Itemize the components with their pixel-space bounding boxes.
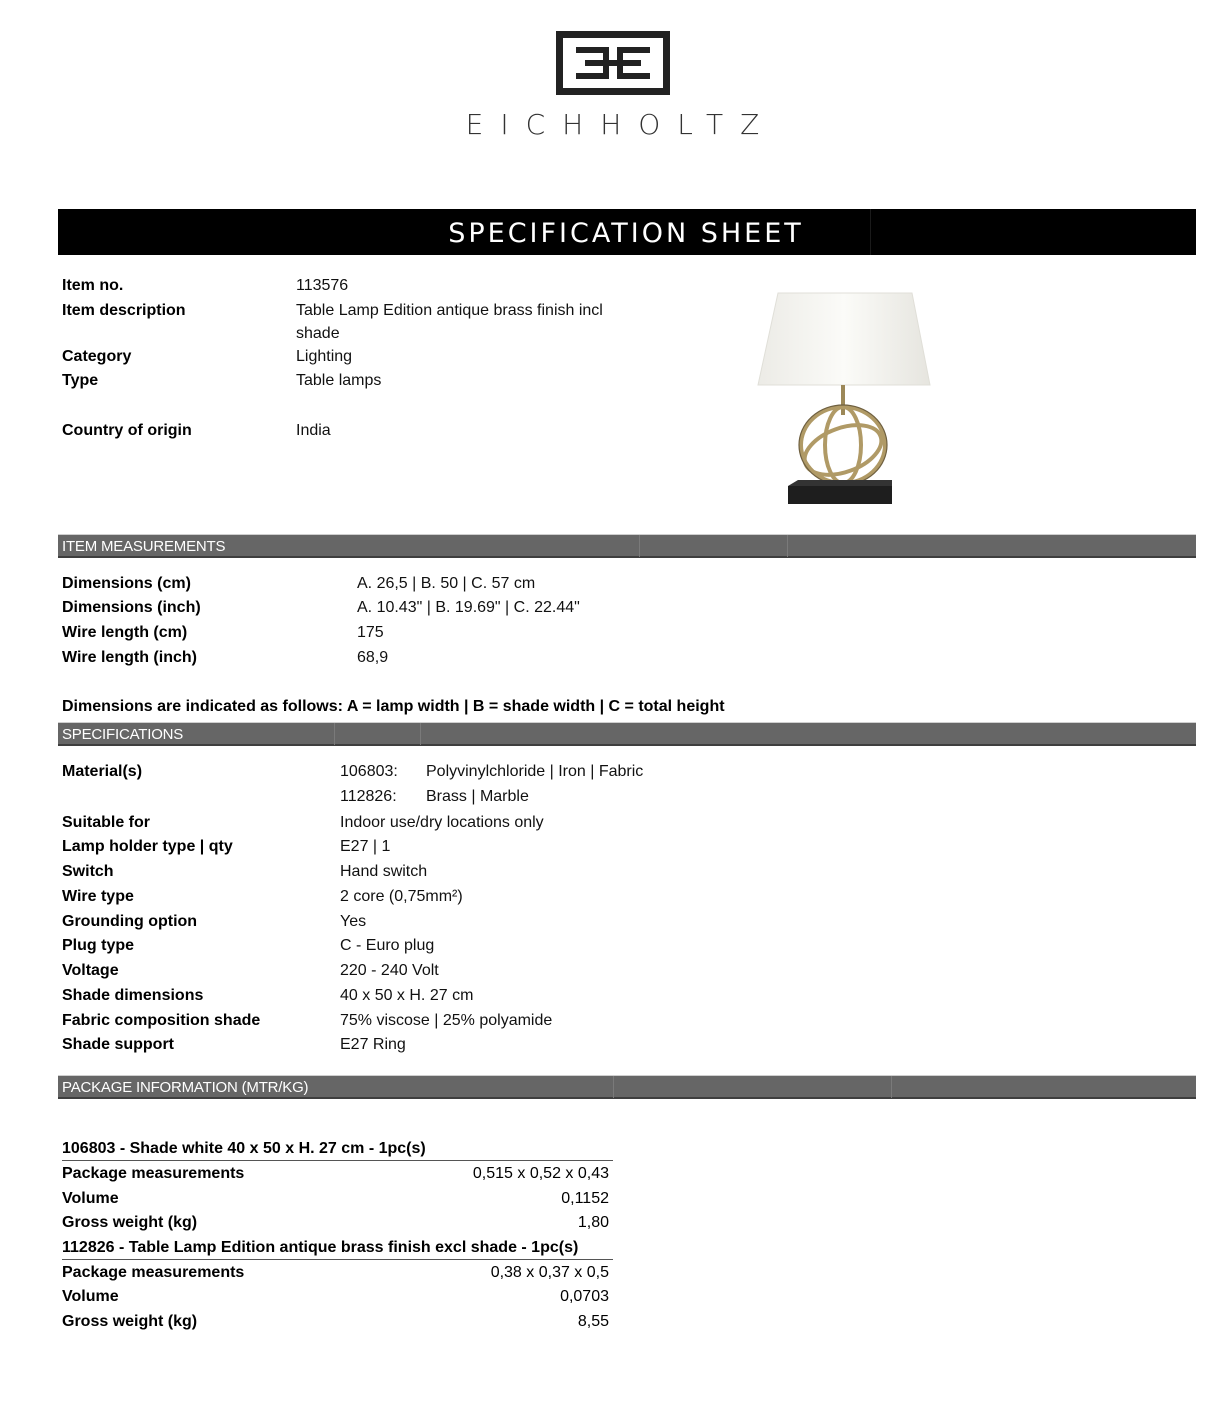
material-code: 106803:: [340, 763, 398, 780]
lamp-holder-value: E27 | 1: [340, 838, 391, 855]
package-row: [62, 1189, 609, 1211]
volume-value: 0,1152: [561, 1190, 609, 1207]
section-header-specifications: [58, 722, 1196, 746]
section-header-item-measurements: [58, 534, 1196, 558]
divider: [613, 1076, 614, 1098]
package-row: [62, 1312, 609, 1334]
divider: [420, 723, 421, 745]
dimensions-inch-label: Dimensions (inch): [62, 599, 201, 616]
item-description-label: Item description: [62, 302, 186, 319]
suitable-for-label: Suitable for: [62, 814, 151, 831]
country-value: India: [296, 422, 331, 439]
shade-support-value: E27 Ring: [340, 1036, 406, 1053]
volume-label: Volume: [62, 1288, 119, 1305]
grounding-value: Yes: [340, 913, 367, 930]
grounding-label: Grounding option: [62, 913, 198, 930]
wire-length-cm-label: Wire length (cm): [62, 624, 188, 641]
wire-type-label: Wire type: [62, 888, 134, 905]
fabric-composition-label: Fabric composition shade: [62, 1012, 261, 1029]
voltage-label: Voltage: [62, 962, 119, 979]
divider: [334, 723, 335, 745]
section-header-package-information: [58, 1075, 1196, 1099]
package-row: [62, 1164, 609, 1186]
material-value: Polyvinylchloride | Iron | Fabric: [426, 763, 644, 780]
item-description-value-line1: Table Lamp Edition antique brass finish incl: [296, 302, 603, 319]
dimensions-cm-value: A. 26,5 | B. 50 | C. 57 cm: [357, 575, 536, 592]
package-row: [62, 1213, 609, 1235]
section-title: ITEM MEASUREMENTS: [62, 538, 226, 555]
gross-weight-label: Gross weight (kg): [62, 1313, 198, 1330]
divider: [870, 209, 871, 255]
dimensions-inch-value: A. 10.43" | B. 19.69" | C. 22.44": [357, 599, 580, 616]
dimensions-note: Dimensions are indicated as follows: A = lamp width | B = shade width | C = total height: [62, 698, 725, 715]
plug-type-value: C - Euro plug: [340, 937, 435, 954]
material-value: Brass | Marble: [426, 788, 529, 805]
wire-length-cm-value: 175: [357, 624, 384, 641]
category-value: Lighting: [296, 348, 353, 365]
type-label: Type: [62, 372, 99, 389]
shade-dimensions-value: 40 x 50 x H. 27 cm: [340, 987, 474, 1004]
item-no-label: Item no.: [62, 277, 124, 294]
plug-type-label: Plug type: [62, 937, 135, 954]
shade-dimensions-label: Shade dimensions: [62, 987, 204, 1004]
item-no-value: 113576: [296, 277, 349, 294]
switch-value: Hand switch: [340, 863, 428, 880]
package-measurements-label: Package measurements: [62, 1264, 245, 1281]
title-bar: [58, 209, 1196, 255]
package-group-title: 112826 - Table Lamp Edition antique brass finish excl shade - 1pc(s): [62, 1238, 613, 1260]
category-label: Category: [62, 348, 132, 365]
volume-value: 0,0703: [560, 1288, 609, 1305]
gross-weight-value: 8,55: [577, 1313, 609, 1330]
voltage-value: 220 - 240 Volt: [340, 962, 439, 979]
material-code: 112826:: [340, 788, 397, 805]
country-label: Country of origin: [62, 422, 192, 439]
wire-type-value: 2 core (0,75mm²): [340, 888, 463, 905]
switch-label: Switch: [62, 863, 114, 880]
volume-label: Volume: [62, 1190, 119, 1207]
item-description-value-line2: shade: [296, 325, 340, 342]
package-measurements-value: 0,38 x 0,37 x 0,5: [490, 1264, 609, 1281]
gross-weight-label: Gross weight (kg): [62, 1214, 198, 1231]
wire-length-inch-label: Wire length (inch): [62, 649, 197, 666]
package-group-title: 106803 - Shade white 40 x 50 x H. 27 cm - 1pc(s): [62, 1139, 613, 1161]
section-title: PACKAGE INFORMATION (MTR/KG): [62, 1079, 309, 1096]
materials-label: Material(s): [62, 763, 143, 780]
package-row: [62, 1263, 609, 1285]
package-row: [62, 1287, 609, 1309]
table-lamp-product-image: [750, 290, 940, 515]
divider: [639, 535, 640, 557]
brand-name: EICHHOLTZ: [465, 108, 777, 141]
gross-weight-value: 1,80: [577, 1214, 609, 1231]
eichholtz-monogram-icon: [556, 31, 670, 95]
divider: [891, 1076, 892, 1098]
monogram-glyph-icon: [563, 38, 663, 88]
package-measurements-value: 0,515 x 0,52 x 0,43: [472, 1165, 609, 1182]
shade-support-label: Shade support: [62, 1036, 175, 1053]
package-measurements-label: Package measurements: [62, 1165, 245, 1182]
wire-length-inch-value: 68,9: [357, 649, 389, 666]
suitable-for-value: Indoor use/dry locations only: [340, 814, 544, 831]
page-title: SPECIFICATION SHEET: [448, 218, 804, 249]
divider: [787, 535, 788, 557]
fabric-composition-value: 75% viscose | 25% polyamide: [340, 1012, 553, 1029]
lamp-holder-label: Lamp holder type | qty: [62, 838, 233, 855]
dimensions-cm-label: Dimensions (cm): [62, 575, 191, 592]
section-title: SPECIFICATIONS: [62, 726, 184, 743]
type-value: Table lamps: [296, 372, 382, 389]
